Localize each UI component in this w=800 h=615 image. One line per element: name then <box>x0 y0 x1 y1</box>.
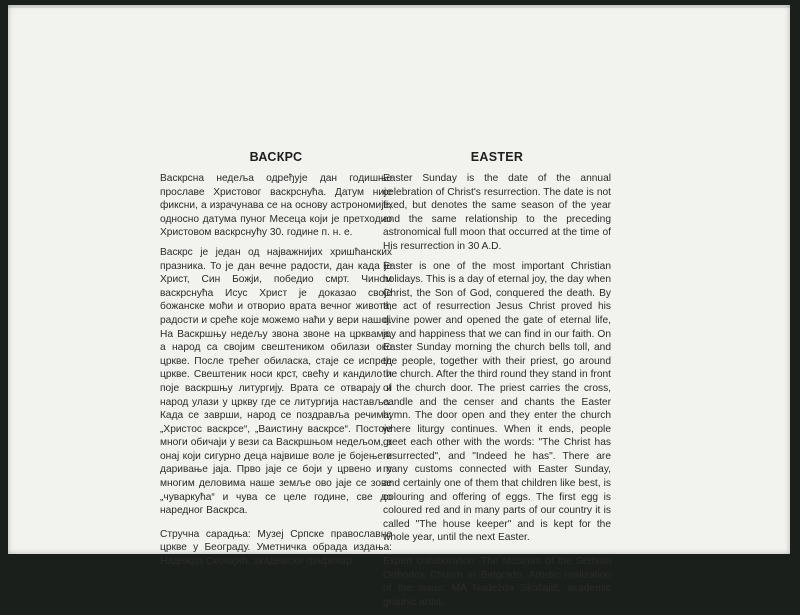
serbian-text-column <box>160 150 392 575</box>
serbian-title: ВАСКРС <box>249 150 303 164</box>
sheet-edge-shadow <box>8 5 790 8</box>
english-title: EASTER <box>470 150 524 164</box>
english-credits: Expert collaboration: The Museum of the Serbian Orthodox Church in Belgrade. Artistic realization of the issue: MA Nadežda Skočajić, academic graphic artist. <box>383 556 611 608</box>
english-paragraph-2: Easter is one of the most important Christian holidays. This is a day of eternal joy, the day when Christ, the Son of God, conquered the death. By the act of resurrection Jesus Christ proved his divine power and opened the gate of eternal life, joy and happiness that we can find in our faith. On Easter Sunday morning the church bells toll, and the people, together with their priest, go around the church. After the third round they stand in front of the church door. The priest carries the cross, candle and the censer and chants the Easter hymn. The door open and they enter the church where liturgy continues. When it ends, people greet each other with the words: "The Christ has resurrected", and "Indeed he has". There are many customs connected with Easter Sunday, and certainly one of them that children like best, is colouring and offering of eggs. The first egg is coloured red and in many parts of our country it is called "The house keeper" and is kept for the whole year, until the next Easter. <box>383 260 611 544</box>
serbian-paragraph-2: Васкрс је један од најважнијих хришћанских празника. То је дан вечне радости, дан када је Христ, Син Божји, победио смрт. Чином васкрснућа Исус Христ је доказао своје божанске моћи и отворио врата вечног живота, радости и среће које можемо наћи у вери нашој. На Васкршњу недељу звона звоне на црквама, а народ са својим свештеником обилази око цркве. После трећег обиласка, стаје се испред цркве. Свештеник носи крст, свећу и кандило и поје васкршњу литургију. Врата се отварају и народ улази у цркву где се литургија наставља. Када се заврши, народ се поздравља речима: „Христос васкрсе“, „Ваистину васкрсе“. Постоје многи обичаји у вези са Васкршњом недељом, а онај који сигурно деца највише воле је бојење и даривање јаја. Прво јаје се боји у црвено и у многим деловима наше земље ово јаје се зове „чуваркућа“ и чува се целе године, све до наредног Васкрса. <box>160 246 392 517</box>
english-paragraph-1: Easter Sunday is the date of the annual celebration of Christ's resurrection. The date is not fixed, but denotes the same season of the year and the same relationship to the preceding astronomical full moon that occurred at the time of His resurrection in 30 A.D. <box>383 173 611 252</box>
english-text-column <box>383 150 611 615</box>
serbian-credits: Стручна сарадња: Музеј Српске православне цркве у Београду. Уметничка обрада издања: Надежда Скочајић, академски графичар. <box>160 528 392 568</box>
serbian-paragraph-1: Васкрсна недеља одређује дан годишње прославе Христовог васкрснућа. Датум није фиксни, а израчунава се на основу астрономије, односно датума пуног Месеца који је претходио Христовом васкрснућу 30. године п. н. е. <box>160 173 392 239</box>
